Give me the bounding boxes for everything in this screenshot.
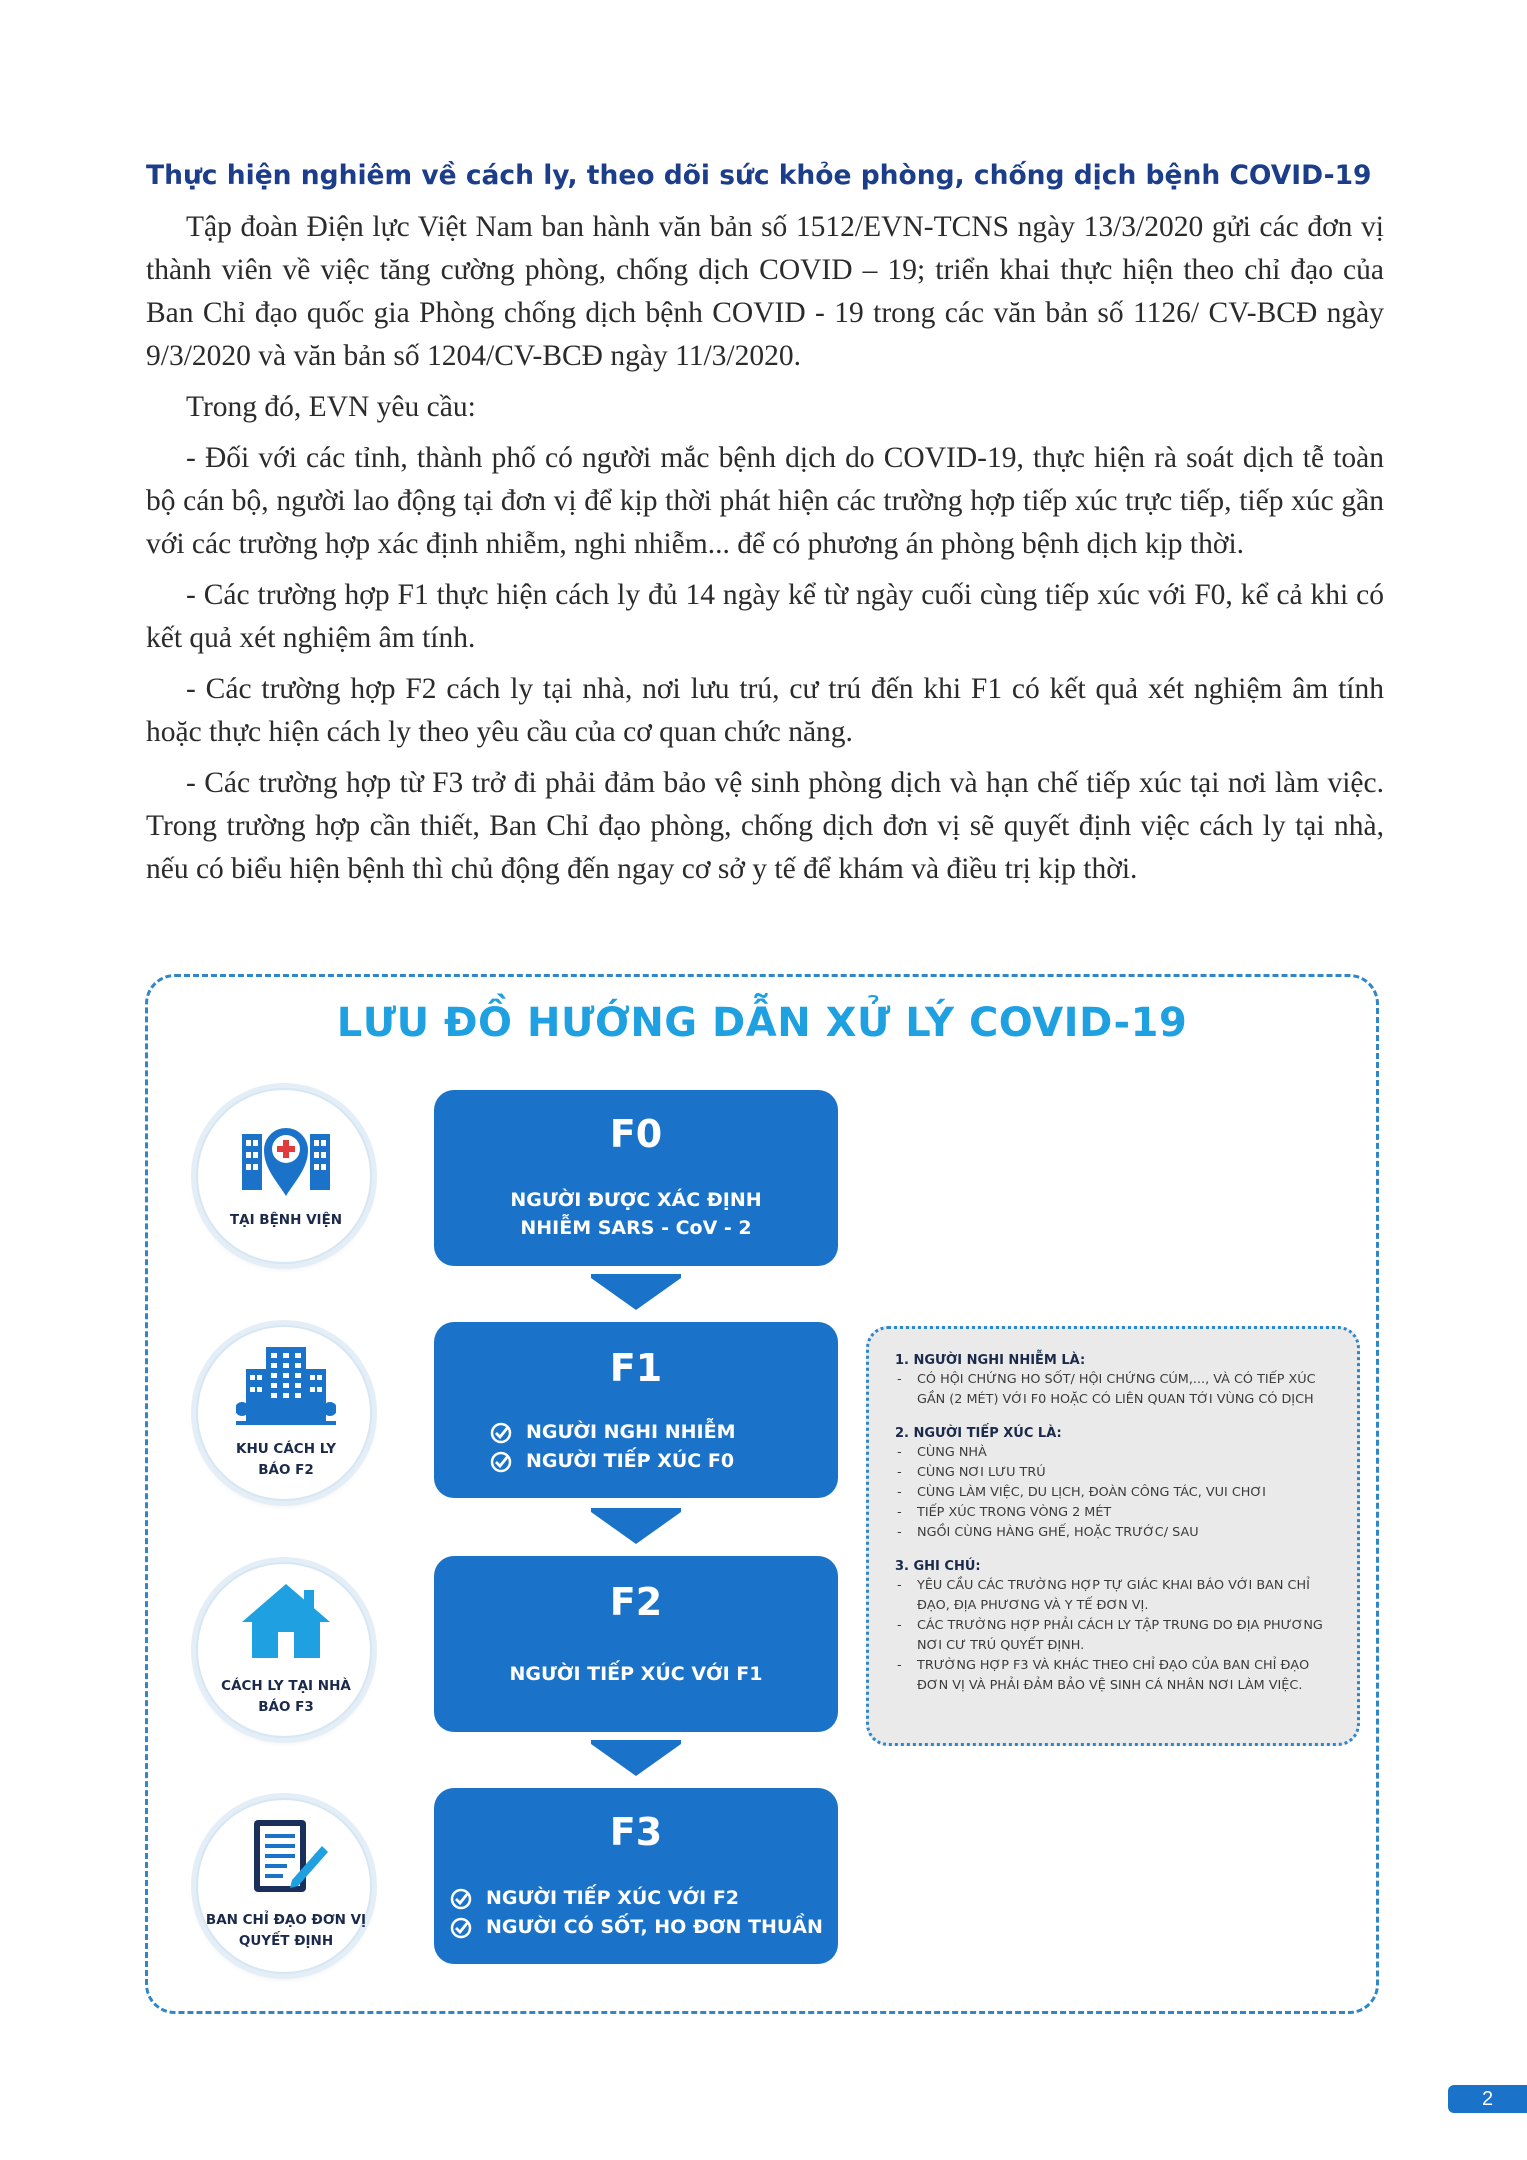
f1-title: F1	[609, 1346, 663, 1390]
hospital-location-icon	[236, 1112, 336, 1198]
section-heading: Thực hiện nghiêm về cách ly, theo dõi sức khỏe phòng, chống dịch bệnh COVID-19	[146, 160, 1372, 191]
note-section	[895, 1424, 1335, 1543]
circle-label: TẠI BỆNH VIỆN	[229, 1212, 343, 1228]
f0-box	[434, 1090, 838, 1266]
f3-item-text: NGƯỜI TIẾP XÚC VỚI F2	[486, 1887, 740, 1909]
note-item: - TRƯỜNG HỢP F3 VÀ KHÁC THEO CHỈ ĐẠO CỦA BAN CHỈ ĐẠO ĐƠN VỊ VÀ PHẢI ĐẢM BẢO VỆ SINH CÁ NHÂN NƠI LÀM VIỆC.	[895, 1656, 1335, 1696]
note-item-text: NGỒI CÙNG HÀNG GHẾ, HOẶC TRƯỚC/ SAU	[917, 1525, 1199, 1540]
f2-box	[434, 1556, 838, 1732]
down-arrow-icon	[591, 1744, 681, 1776]
f1-check-item	[490, 1418, 736, 1447]
circle-label: BÁO F2	[258, 1462, 314, 1478]
down-arrow-icon	[591, 1278, 681, 1310]
document-pen-icon	[236, 1816, 336, 1902]
quarantine-circle	[196, 1325, 372, 1501]
note-item: - CÙNG NƠI LƯU TRÚ	[895, 1463, 1335, 1483]
check-circle-icon	[450, 1917, 472, 1939]
note-item: - CÙNG NHÀ	[895, 1443, 1335, 1463]
f3-title: F3	[609, 1810, 663, 1854]
f0-description	[434, 1186, 838, 1242]
circle-label: CÁCH LY TẠI NHÀ	[221, 1678, 351, 1694]
f1-item-text: NGƯỜI NGHI NHIỄM	[526, 1421, 736, 1443]
circle-label: QUYẾT ĐỊNH	[238, 1933, 334, 1949]
f3-box	[434, 1788, 838, 1964]
note-section	[895, 1351, 1335, 1410]
note-item-text: CÓ HỘI CHỨNG HO SỐT/ HỘI CHỨNG CÚM,..., VÀ CÓ TIẾP XÚC GẦN (2 MÉT) VỚI F0 HOẶC CÓ LIÊN QUAN TỚI VÙNG CÓ DỊCH	[917, 1372, 1316, 1407]
f1-check-item	[490, 1447, 736, 1476]
note-item-text: CÁC TRƯỜNG HỢP PHẢI CÁCH LY TẬP TRUNG DO ĐỊA PHƯƠNG NƠI CƯ TRÚ QUYẾT ĐỊNH.	[917, 1618, 1323, 1653]
paragraph: Tập đoàn Điện lực Việt Nam ban hành văn bản số 1512/EVN-TCNS ngày 13/3/2020 gửi các đơn vị thành viên về việc tăng cường phòng, chống dịch COVID – 19; triển khai thực hiện theo chỉ đạo của Ban Chỉ đạo quốc gia Phòng chống dịch bệnh COVID - 19 trong các văn bản số 1126/ CV-BCĐ ngày 9/3/2020 và văn bản số 1204/CV-BCĐ ngày 11/3/2020.	[146, 211, 1384, 372]
quarantine-building-icon	[236, 1343, 336, 1429]
note-item: - NGỒI CÙNG HÀNG GHẾ, HOẶC TRƯỚC/ SAU	[895, 1523, 1335, 1543]
note-item-text: TIẾP XÚC TRONG VÒNG 2 MÉT	[917, 1505, 1112, 1520]
f3-check-item	[450, 1884, 823, 1913]
down-arrow-icon	[591, 1512, 681, 1544]
f1-box	[434, 1322, 838, 1498]
note-item: - TIẾP XÚC TRONG VÒNG 2 MÉT	[895, 1503, 1335, 1523]
f0-line: NGƯỜI ĐƯỢC XÁC ĐỊNH	[510, 1189, 762, 1211]
f0-line: NHIỄM SARS - CoV - 2	[520, 1217, 752, 1239]
body-text	[146, 206, 1384, 899]
f3-item-text: NGƯỜI CÓ SỐT, HO ĐƠN THUẦN	[486, 1916, 823, 1938]
f1-checklist	[490, 1418, 736, 1476]
check-circle-icon	[450, 1888, 472, 1910]
management-circle	[196, 1798, 372, 1974]
f2-description: NGƯỜI TIẾP XÚC VỚI F1	[509, 1663, 763, 1685]
f3-check-item	[450, 1913, 823, 1942]
note-heading: 2. NGƯỜI TIẾP XÚC LÀ:	[895, 1426, 1062, 1441]
note-section	[895, 1557, 1335, 1696]
hospital-circle	[196, 1088, 372, 1264]
note-heading: 1. NGƯỜI NGHI NHIỄM LÀ:	[895, 1353, 1086, 1368]
note-item: - CÓ HỘI CHỨNG HO SỐT/ HỘI CHỨNG CÚM,..., VÀ CÓ TIẾP XÚC GẦN (2 MÉT) VỚI F0 HOẶC CÓ LIÊN QUAN TỚI VÙNG CÓ DỊCH	[895, 1370, 1335, 1410]
paragraph: - Các trường hợp F2 cách ly tại nhà, nơi lưu trú, cư trú đến khi F1 có kết quả xét nghiệm âm tính hoặc thực hiện cách ly theo yêu cầu của cơ quan chức năng.	[146, 673, 1384, 748]
flowchart-title: LƯU ĐỒ HƯỚNG DẪN XỬ LÝ COVID-19	[336, 1000, 1188, 1046]
note-item-text: CÙNG NƠI LƯU TRÚ	[917, 1465, 1046, 1480]
note-item: - CÙNG LÀM VIỆC, DU LỊCH, ĐOÀN CÔNG TÁC, VUI CHƠI	[895, 1483, 1335, 1503]
f0-title: F0	[609, 1112, 663, 1156]
note-item-text: CÙNG NHÀ	[917, 1445, 987, 1460]
note-item: - CÁC TRƯỜNG HỢP PHẢI CÁCH LY TẬP TRUNG DO ĐỊA PHƯƠNG NƠI CƯ TRÚ QUYẾT ĐỊNH.	[895, 1616, 1335, 1656]
f1-item-text: NGƯỜI TIẾP XÚC F0	[526, 1450, 735, 1472]
note-item: - YÊU CẦU CÁC TRƯỜNG HỢP TỰ GIÁC KHAI BÁO VỚI BAN CHỈ ĐẠO, ĐỊA PHƯƠNG VÀ Y TẾ ĐƠN VỊ.	[895, 1576, 1335, 1616]
paragraph: - Các trường hợp từ F3 trở đi phải đảm bảo vệ sinh phòng dịch và hạn chế tiếp xúc tại nơi làm việc. Trong trường hợp cần thiết, Ban Chỉ đạo phòng, chống dịch đơn vị sẽ quyết định việc cách ly tại nhà, nếu có biểu hiện bệnh thì chủ động đến ngay cơ sở y tế để khám và điều trị kịp thời.	[146, 767, 1384, 885]
f2-title: F2	[609, 1580, 663, 1624]
circle-label: BAN CHỈ ĐẠO ĐƠN VỊ	[205, 1912, 367, 1928]
check-circle-icon	[490, 1451, 512, 1473]
paragraph: - Các trường hợp F1 thực hiện cách ly đủ 14 ngày kể từ ngày cuối cùng tiếp xúc với F0, kể cả khi có kết quả xét nghiệm âm tính.	[146, 579, 1384, 654]
note-heading: 3. GHI CHÚ:	[895, 1559, 981, 1574]
note-item-text: CÙNG LÀM VIỆC, DU LỊCH, ĐOÀN CÔNG TÁC, VUI CHƠI	[917, 1485, 1266, 1500]
circle-label: BÁO F3	[258, 1699, 314, 1715]
home-icon	[236, 1578, 336, 1664]
paragraph: - Đối với các tỉnh, thành phố có người mắc bệnh dịch do COVID-19, thực hiện rà soát dịch tễ toàn bộ cán bộ, người lao động tại đơn vị để kịp thời phát hiện các trường hợp tiếp xúc trực tiếp, tiếp xúc gần với các trường hợp xác định nhiễm, nghi nhiễm... để có phương án phòng bệnh dịch kịp thời.	[146, 442, 1384, 560]
notes-box	[866, 1326, 1360, 1746]
f3-checklist	[450, 1884, 823, 1942]
page-number: 2	[1448, 2085, 1527, 2113]
check-circle-icon	[490, 1422, 512, 1444]
paragraph: Trong đó, EVN yêu cầu:	[186, 391, 476, 423]
note-item-text: YÊU CẦU CÁC TRƯỜNG HỢP TỰ GIÁC KHAI BÁO VỚI BAN CHỈ ĐẠO, ĐỊA PHƯƠNG VÀ Y TẾ ĐƠN VỊ.	[917, 1578, 1310, 1613]
note-item-text: TRƯỜNG HỢP F3 VÀ KHÁC THEO CHỈ ĐẠO CỦA BAN CHỈ ĐẠO ĐƠN VỊ VÀ PHẢI ĐẢM BẢO VỆ SINH CÁ NHÂN NƠI LÀM VIỆC.	[917, 1658, 1310, 1693]
circle-label: KHU CÁCH LY	[236, 1441, 336, 1457]
home-circle	[196, 1562, 372, 1738]
